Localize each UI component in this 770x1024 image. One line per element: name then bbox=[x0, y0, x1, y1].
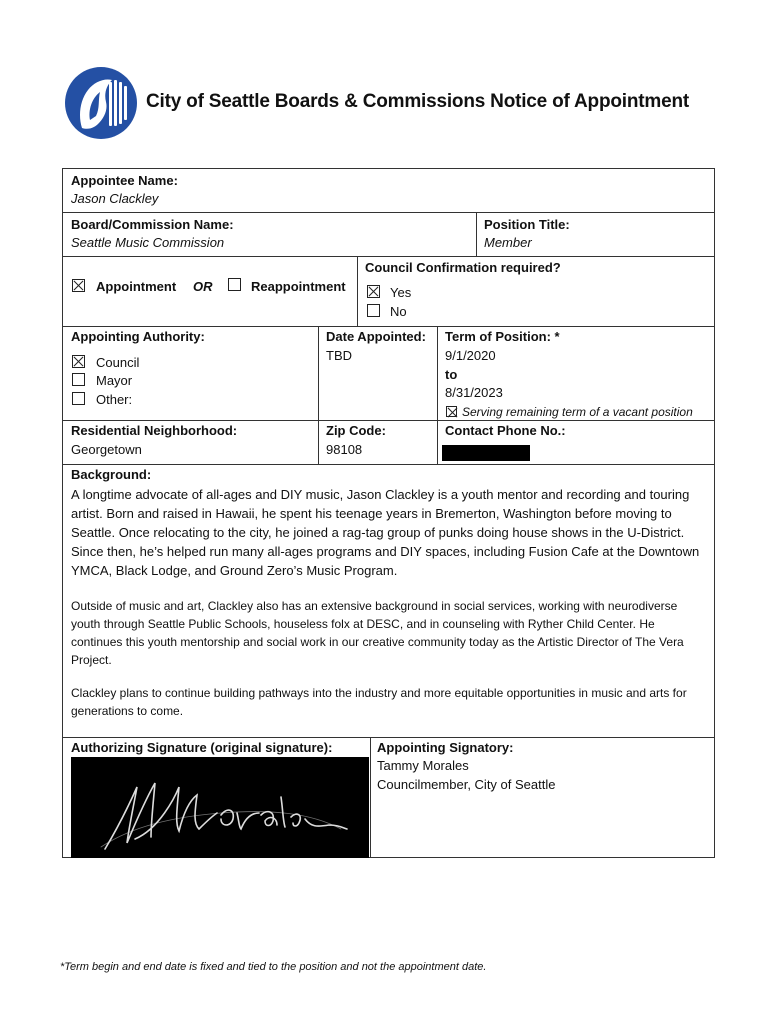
background-paragraph-2: Outside of music and art, Clackley also has an extensive background in social services, working with neurodiverse youth through Seattle Public Schools, houseless folx at DESC, and in counseling with Ryther Child Center. He continues this youth mentorship and social work in our creative community today as the Artistic Director of The Vera Project. bbox=[71, 599, 684, 667]
authority-council-checkbox[interactable] bbox=[72, 355, 85, 368]
zip-code-value: 98108 bbox=[326, 442, 363, 457]
term-start: 9/1/2020 bbox=[445, 348, 496, 363]
or-label: OR bbox=[193, 279, 213, 294]
background-label: Background: bbox=[71, 467, 152, 482]
background-paragraph-1: A longtime advocate of all-ages and DIY music, Jason Clackley is a youth mentor and recording and touring artist. Born and raised in Hawaii, he spent his teenage years in Bremerton, Washington before moving to Seattle. Once relocating to the city, he joined a rag-tag group of punks doing house shows in the U-District. Since then, he’s helped run many all-ages programs and DIY spaces, including Fusion Cafe at the Downtown YMCA, Black Lodge, and Ground Zero’s Music Program. bbox=[71, 487, 700, 578]
handwritten-signature-icon bbox=[71, 757, 369, 858]
appointment-form bbox=[62, 168, 715, 858]
vacant-term-checkbox[interactable] bbox=[446, 406, 457, 417]
date-appointed-value: TBD bbox=[326, 348, 352, 363]
board-name-label: Board/Commission Name: bbox=[71, 217, 234, 232]
authorizing-signature-label: Authorizing Signature (original signature): bbox=[71, 740, 333, 755]
authority-council-label: Council bbox=[96, 355, 140, 370]
council-confirmation-label: Council Confirmation required? bbox=[365, 260, 561, 275]
signatory-name: Tammy Morales bbox=[377, 758, 469, 773]
appointing-signatory-label: Appointing Signatory: bbox=[377, 740, 514, 755]
board-name-value: Seattle Music Commission bbox=[71, 235, 225, 250]
footnote: *Term begin and end date is fixed and tied to the position and not the appointment date. bbox=[60, 961, 487, 973]
confirmation-yes-label: Yes bbox=[390, 285, 412, 300]
position-title-label: Position Title: bbox=[484, 217, 570, 232]
authority-other-label: Other: bbox=[96, 392, 133, 407]
appointee-name-value: Jason Clackley bbox=[71, 191, 159, 206]
term-end: 8/31/2023 bbox=[445, 385, 503, 400]
appointment-label: Appointment bbox=[96, 279, 177, 294]
authority-mayor-label: Mayor bbox=[96, 373, 133, 388]
page-title: City of Seattle Boards & Commissions Notice of Appointment bbox=[146, 91, 689, 112]
reappointment-checkbox[interactable] bbox=[228, 278, 241, 291]
vacant-term-note: Serving remaining term of a vacant position bbox=[462, 405, 693, 419]
seattle-seal-icon bbox=[64, 66, 138, 140]
contact-phone-label: Contact Phone No.: bbox=[445, 423, 566, 438]
appointing-authority-label: Appointing Authority: bbox=[71, 329, 205, 344]
background-paragraph-3: Clackley plans to continue building pathways into the industry and more equitable opportunities in music and arts for generations to come. bbox=[71, 686, 687, 718]
neighborhood-value: Georgetown bbox=[71, 442, 142, 457]
authority-other-checkbox[interactable] bbox=[72, 392, 85, 405]
confirmation-yes-checkbox[interactable] bbox=[367, 285, 380, 298]
signature-image bbox=[71, 757, 369, 858]
confirmation-no-checkbox[interactable] bbox=[367, 304, 380, 317]
phone-redaction bbox=[442, 445, 530, 461]
signatory-title: Councilmember, City of Seattle bbox=[377, 777, 556, 792]
confirmation-no-label: No bbox=[390, 304, 407, 319]
zip-code-label: Zip Code: bbox=[326, 423, 386, 438]
term-to: to bbox=[445, 367, 458, 382]
reappointment-label: Reappointment bbox=[251, 279, 346, 294]
neighborhood-label: Residential Neighborhood: bbox=[71, 423, 238, 438]
appointment-checkbox[interactable] bbox=[72, 279, 85, 292]
appointee-name-label: Appointee Name: bbox=[71, 173, 178, 188]
date-appointed-label: Date Appointed: bbox=[326, 329, 426, 344]
authority-mayor-checkbox[interactable] bbox=[72, 373, 85, 386]
term-label: Term of Position: * bbox=[445, 329, 560, 344]
position-title-value: Member bbox=[484, 235, 532, 250]
